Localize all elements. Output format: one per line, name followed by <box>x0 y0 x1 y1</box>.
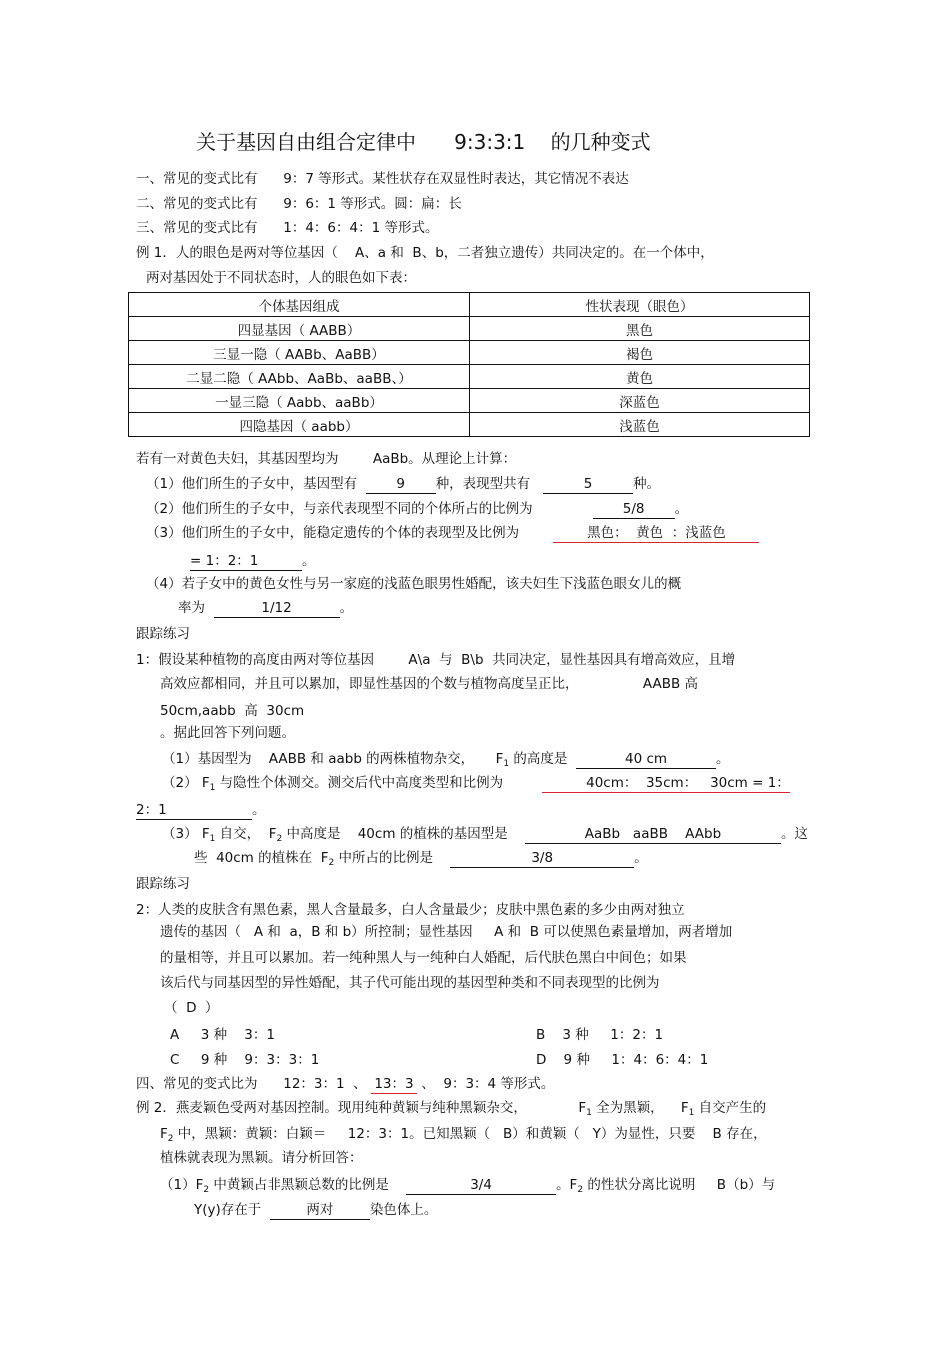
table-cell: 褐色 <box>470 341 810 365</box>
option-b[interactable]: B 3 种 1：2：1 <box>536 1027 664 1043</box>
answer-blank[interactable]: 5 <box>543 476 633 494</box>
table-cell: 黄色 <box>470 365 810 389</box>
answer-blank[interactable]: 3/4 <box>406 1177 556 1195</box>
track1-q1: （1）基因型为 AABB 和 aabb 的两株植物杂交， $F_1$ 的高度是 40 cm 。 <box>162 751 730 769</box>
underlined-ratio: 13：3 <box>371 1076 417 1094</box>
example1-q3-cont: = 1：2：1 。 <box>190 553 316 569</box>
table-row <box>129 413 810 437</box>
intro-line-3: 三、常见的变式比有 1：4：6：4：1 等形式。 <box>136 220 439 236</box>
table-cell: 三显一隐（ AABb、AaBB） <box>129 341 470 365</box>
track2-line-3: 的量相等，并且可以累加。若一纯种黑人与一纯种白人婚配，后代肤色黑白中间色；如果 <box>160 950 687 966</box>
table-cell: 一显三隐（ Aabb、aaBb） <box>129 389 470 413</box>
table-row <box>129 341 810 365</box>
track1-heading: 跟踪练习 <box>136 626 190 642</box>
table-row <box>129 389 810 413</box>
eye-color-table <box>128 292 810 437</box>
table-header-row <box>129 293 810 317</box>
track1-q2: （2） $F_1$ 与隐性个体测交。测交后代中高度类型和比例为 40cm： 35cm： 30cm = 1： <box>162 775 790 793</box>
table-cell: 四显基因（ AABB） <box>129 317 470 341</box>
option-a[interactable]: A 3 种 3：1 <box>170 1027 275 1043</box>
track1-line-4: 。据此回答下列问题。 <box>160 725 295 741</box>
track1-q3: （3） $F_1$ 自交， $F_2$ 中高度是 40cm 的植株的基因型是 AaBb aaBB AAbb 。这 <box>162 826 808 844</box>
section4-line: 四、常见的变式比为 12：3：1 、 13：3 、 9：3：4 等形式。 <box>136 1076 555 1092</box>
answer-blank[interactable]: 黑色： 黄色 ：浅蓝色 <box>553 525 759 543</box>
example2-q1: $(1)F_2$ 中黄颖占非黑颖总数的比例是 3/4 。$F_2$ 的性状分离比说明 B（b）与 <box>160 1177 776 1195</box>
intro-line-2: 二、常见的变式比有 9：6：1 等形式。圆：扁：长 <box>136 196 462 212</box>
table-header-cell: 个体基因组成 <box>129 293 470 317</box>
table-cell: 黑色 <box>470 317 810 341</box>
table-header-cell: 性状表现（眼色） <box>470 293 810 317</box>
track2-answer: （ D ） <box>164 1000 219 1016</box>
track2-line-4: 该后代与同基因型的异性婚配，其子代可能出现的基因型种类和不同表现型的比例为 <box>160 975 660 991</box>
track2-heading: 跟踪练习 <box>136 876 190 892</box>
example1-q1: （1）他们所生的子女中，基因型有 9 种，表现型共有 5 种。 <box>146 476 661 492</box>
example1-line-1: 例 1．人的眼色是两对等位基因（ A、a 和 B、b，二者独立遗传）共同决定的。在一个体中， <box>136 245 714 261</box>
table-cell: 浅蓝色 <box>470 413 810 437</box>
track2-line-1: 2：人类的皮肤含有黑色素，黑人含量最多，白人含量最少；皮肤中黑色素的多少由两对独立 <box>136 902 685 918</box>
answer-blank[interactable]: 40cm： 35cm： 30cm = 1： <box>542 775 790 793</box>
example1-q2: （2）他们所生的子女中，与亲代表现型不同的个体所占的比例为 5/8 。 <box>146 501 689 517</box>
option-d[interactable]: D 9 种 1：4：6：4：1 <box>536 1052 709 1068</box>
table-row <box>129 365 810 389</box>
option-c[interactable]: C 9 种 9：3：3：1 <box>170 1052 320 1068</box>
answer-blank[interactable]: 两对 <box>270 1202 370 1220</box>
track2-line-2: 遗传的基因（ A 和 a，B 和 b）所控制；显性基因 A 和 B 可以使黑色素量增加，两者增加 <box>160 924 733 940</box>
answer-blank[interactable]: 9 <box>366 476 436 494</box>
answer-blank[interactable]: 5/8 <box>593 501 675 519</box>
page-title: 关于基因自由组合定律中 9:3:3:1 的几种变式 <box>196 130 651 154</box>
answer-blank[interactable]: AaBb aaBB AAbb <box>525 826 781 844</box>
answer-blank[interactable]: = 1：2：1 <box>190 553 302 571</box>
example2-line-2: $F_2$ 中，黑颖：黄颖：白颖＝ 12：3：1。已知黑颖（ B）和黄颖（ Y）为显性，只要 B 存在， <box>160 1126 767 1144</box>
track1-line-1: 1：假设某种植物的高度由两对等位基因 A\a 与 B\b 共同决定，显性基因具有增高效应，且增 <box>136 652 736 668</box>
answer-blank[interactable]: 1/12 <box>214 600 340 618</box>
example2-line-1: 例 2．燕麦颖色受两对基因控制。现用纯种黄颖与纯种黑颖杂交， $F_1$ 全为黑颖， $F_1$ 自交产生的 <box>136 1100 767 1118</box>
track1-q3-cont: 些 40cm 的植株在 $F_2$ 中所占的比例是 3/8 。 <box>194 850 648 868</box>
table-cell: 深蓝色 <box>470 389 810 413</box>
example2-q2: Y(y)存在于 两对 染色体上。 <box>194 1202 438 1218</box>
example2-line-3: 植株就表现为黑颖。请分析回答： <box>160 1150 363 1166</box>
answer-blank[interactable]: 3/8 <box>450 850 634 868</box>
track1-q2-cont: 2：1 。 <box>136 802 266 818</box>
example1-question-intro: 若有一对黄色夫妇，其基因型均为 AaBb。从理论上计算： <box>136 451 517 467</box>
track1-line-2: 高效应都相同，并且可以累加，即显性基因的个数与植物高度呈正比， AABB 高 <box>160 676 699 692</box>
track1-line-3: 50cm,aabb 高 30cm <box>160 703 305 719</box>
example1-line-2: 两对基因处于不同状态时，人的眼色如下表： <box>146 270 416 286</box>
answer-blank[interactable]: 2：1 <box>136 802 252 820</box>
table-cell: 二显二隐（ AAbb、AaBb、aaBB、） <box>129 365 470 389</box>
example1-q4: （4）若子女中的黄色女性与另一家庭的浅蓝色眼男性婚配，该夫妇生下浅蓝色眼女儿的概 <box>146 576 682 592</box>
answer-blank[interactable]: 40 cm <box>576 751 716 769</box>
intro-line-1: 一、常见的变式比有 9：7 等形式。某性状存在双显性时表达，其它情况不表达 <box>136 171 629 187</box>
example1-q4-cont: 率为 1/12 。 <box>178 600 354 616</box>
table-cell: 四隐基因（ aabb） <box>129 413 470 437</box>
example1-q3: （3）他们所生的子女中，能稳定遗传的个体的表现型及比例为 黑色： 黄色 ：浅蓝色 <box>146 523 759 543</box>
table-row <box>129 317 810 341</box>
